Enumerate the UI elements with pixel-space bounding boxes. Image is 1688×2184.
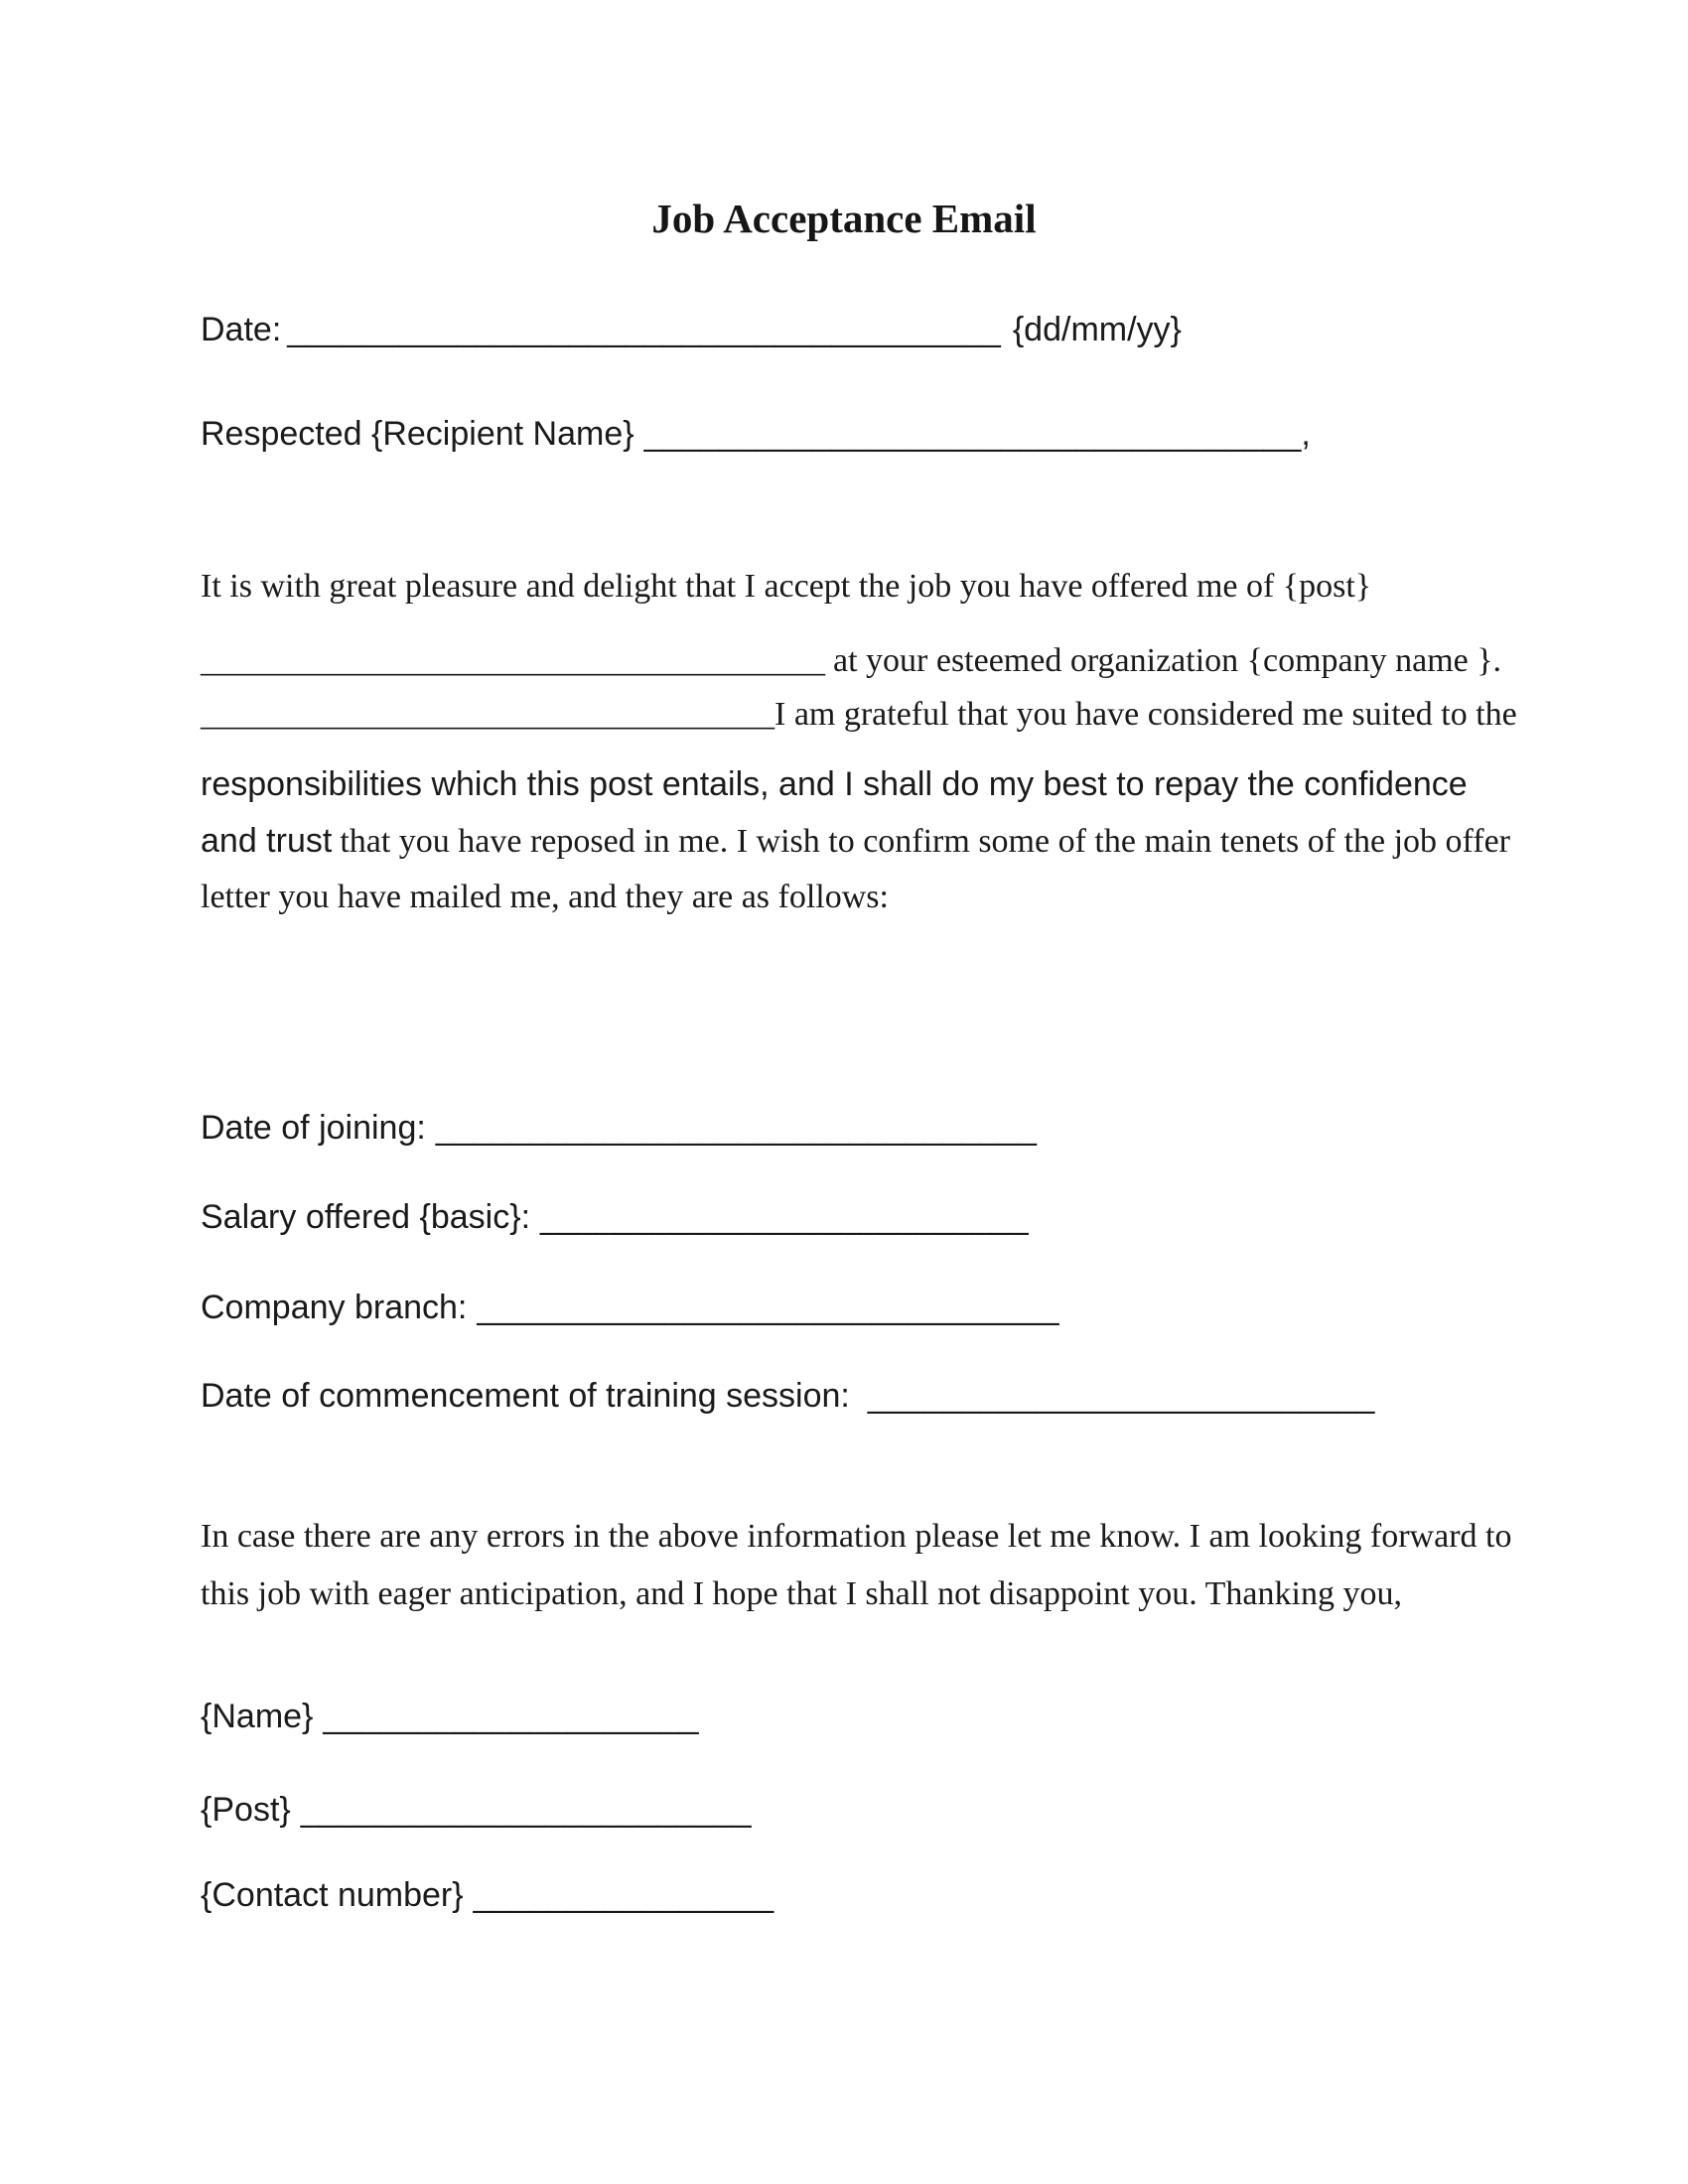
signature-name-label: {Name} <box>201 1698 314 1735</box>
salary-offered-blank-line: __________________________ <box>540 1198 1029 1236</box>
intro-paragraph-line-4: responsibilities which this post entails, and I shall do my best to repay the confidence <box>201 765 1468 803</box>
company-blank-line: __________________________________ <box>201 696 774 733</box>
intro-paragraph-line-2 <box>201 644 1501 678</box>
intro-paragraph-line-6: letter you have mailed me, and they are as follows: <box>201 879 889 915</box>
date-blank-line: ______________________________________ <box>287 311 1001 348</box>
date-label: Date: <box>201 311 282 348</box>
salutation-row <box>201 417 1311 451</box>
salutation-comma: , <box>1301 415 1311 453</box>
intro-paragraph-line-3 <box>201 698 1517 732</box>
date-of-joining-blank-line: ________________________________ <box>435 1109 1037 1147</box>
signature-name-blank-line: ____________________ <box>323 1698 699 1735</box>
date-of-joining-label: Date of joining: <box>201 1109 426 1147</box>
intro-line-3-text: I am grateful that you have considered me suited to the <box>774 696 1517 733</box>
training-session-label: Date of commencement of training session: <box>201 1377 850 1415</box>
signature-post-blank-line: ________________________ <box>300 1791 752 1829</box>
training-session-blank-line: ___________________________ <box>867 1377 1375 1415</box>
training-session-row <box>201 1379 1374 1413</box>
company-branch-blank-line: _______________________________ <box>477 1289 1059 1326</box>
date-of-joining-row <box>201 1111 1037 1145</box>
closing-paragraph-line-1: In case there are any errors in the above information please let me know. I am looking forward to <box>201 1518 1512 1555</box>
company-branch-row <box>201 1291 1059 1324</box>
intro-line-5-sans-text: and trust <box>201 822 333 860</box>
date-field-row <box>201 313 1182 346</box>
signature-contact-label: {Contact number} <box>201 1876 464 1914</box>
page-title: Job Acceptance Email <box>651 196 1037 241</box>
signature-post-label: {Post} <box>201 1791 291 1829</box>
intro-line-2-text: at your esteemed organization {company name }. <box>833 642 1502 679</box>
signature-contact-blank-line: ________________ <box>473 1876 774 1914</box>
salary-offered-label: Salary offered {basic}: <box>201 1198 531 1236</box>
recipient-name-blank-line: ___________________________________ <box>643 415 1302 453</box>
date-format-hint: {dd/mm/yy} <box>1012 311 1182 348</box>
signature-name-row <box>201 1700 699 1733</box>
post-blank-line: _____________________________________ <box>201 642 825 679</box>
salary-offered-row <box>201 1200 1029 1234</box>
intro-paragraph-line-1: It is with great pleasure and delight that I accept the job you have offered me of {post} <box>201 568 1372 605</box>
company-branch-label: Company branch: <box>201 1289 468 1326</box>
intro-line-5-serif-text: that you have reposed in me. I wish to confirm some of the main tenets of the job offer <box>340 823 1510 860</box>
recipient-name-label: Respected {Recipient Name} <box>201 415 634 453</box>
intro-paragraph-line-5 <box>201 824 1510 859</box>
signature-post-row <box>201 1793 752 1827</box>
signature-contact-row <box>201 1878 774 1912</box>
closing-paragraph-line-2: this job with eager anticipation, and I hope that I shall not disappoint you. Thanking you, <box>201 1575 1402 1612</box>
